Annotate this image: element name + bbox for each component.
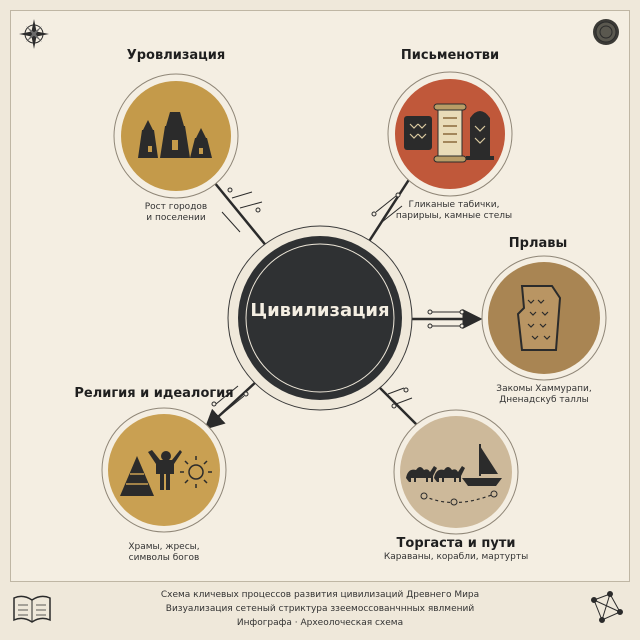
trade-title: Торгаста и пути (396, 536, 516, 551)
footer-line-3: Инфографа · Археолоческая схема (236, 618, 404, 628)
religion-title: Религия и идеалогия (74, 386, 234, 401)
footer-line-1: Схема кличевых процессов развития цивилизаций Древнего Мира (160, 590, 480, 600)
tablet-icon (404, 116, 432, 150)
compass-rose-icon (19, 19, 49, 49)
religion-desc (84, 542, 244, 564)
node-religion (102, 408, 226, 532)
trade-desc: Караваны, корабли, мартурты (383, 552, 529, 562)
scroll-icon (434, 104, 466, 162)
connector-trade (376, 384, 420, 428)
node-writing (388, 72, 512, 196)
coin-icon (593, 19, 619, 45)
writing-desc-line1: Гликаные табички, (408, 200, 500, 210)
writing-title: Письменотви (400, 48, 500, 63)
node-urbanization (114, 74, 238, 198)
cuneiform-tablet-icon (518, 286, 560, 350)
footer-line-2: Визуализация сетеный стриктура ззеемоссованчнных явлмений (165, 604, 475, 614)
writing-desc-line2: парирыы, камные стелы (395, 211, 513, 221)
open-book-icon (14, 596, 50, 622)
law-desc-line1: Закомы Хаммурапи, (496, 384, 592, 394)
urbanization-desc-line2: и поселении (146, 213, 206, 223)
law-desc (464, 384, 624, 406)
stele-icon (466, 111, 494, 160)
law-desc-line2: Дненадскуб таллы (499, 395, 589, 405)
network-icon (592, 592, 623, 623)
center-label: Цивилизация (250, 300, 390, 321)
node-law (482, 256, 606, 380)
connector-law (408, 312, 480, 326)
religion-desc-line2: символы богов (128, 553, 200, 563)
religion-desc-line1: Храмы, жресы, (128, 542, 200, 552)
urbanization-title: Уровлизация (126, 48, 226, 63)
law-title: Прлавы (508, 236, 568, 251)
urbanization-desc-line1: Рост городов (144, 202, 208, 212)
writing-desc (374, 200, 534, 222)
node-trade (394, 410, 518, 534)
urbanization-desc (96, 202, 256, 224)
